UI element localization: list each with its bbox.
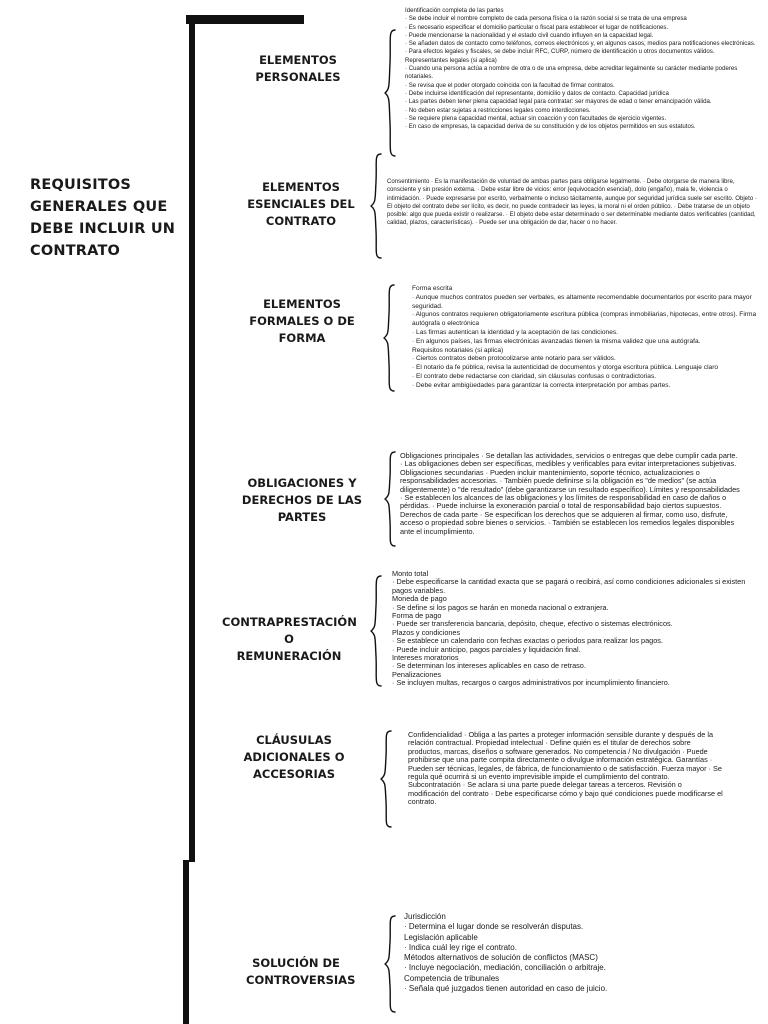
- lower-vertical-bar: [183, 860, 189, 1024]
- section-title-contraprestacion: CONTRAPRESTACIÓN O REMUNERACIÓN: [222, 615, 357, 663]
- section-title-elementos-personales: ELEMENTOS PERSONALES: [255, 53, 341, 84]
- details-solucion-controversias: Jurisdicción · Determina el lugar donde se resolverán disputas. Legislación aplicable · Indica cuál ley rige el contrato. Métodos alternativos de solución de conflictos (MASC) · Incluye negociación, mediación, conciliación o arbitraje. Competencia de tribunales · Señala qué juzgados tienen autoridad en caso de juicio.: [404, 912, 608, 994]
- brace-elementos-esenciales: [370, 152, 384, 260]
- details-elementos-personales: Identificación completa de las partes · Se debe incluir el nombre completo de cada persona física o la razón social si se trata de una empresa · Es necesario especificar el domicilio particular o fiscal para establecer el lugar de notificaciones. · Puede mencionarse la nacionalidad y el estado civil cuando influyen en la capacidad legal. · Se añaden datos de contacto como teléfonos, correos electrónicos y, en algunos casos, medios para notificaciones electrónicas. · Para efectos legales y fiscales, se debe incluir RFC, CURP, número de identificación u otros documentos válidos. Representantes legales (si aplica) · Cuando una persona actúa a nombre de otra o de una empresa, debe acreditar legalmente su carácter mediante poderes notariales. · Se revisa que el poder otorgado coincida con la facultad de firmar contratos. · Debe incluirse identificación del representante, domicilio y datos de contacto. Capacidad jurídica · Las partes deben tener plena capacidad legal para contratar: ser mayores de edad o tener emancipación válida. · No deben estar sujetas a restricciones legales como interdicciones. · Se requiere plena capacidad mental, actuar sin coacción y con facultades de ejercicio vigentes. · En caso de empresas, la capacidad deriva de su constitución y de los objetos permitidos en sus estatutos.: [405, 7, 756, 131]
- section-title-obligaciones-derechos: OBLIGACIONES Y DERECHOS DE LAS PARTES: [241, 476, 363, 524]
- details-obligaciones-derechos: Obligaciones principales · Se detallan las actividades, servicios o entregas que debe cumplir cada parte. · Las obligaciones deben ser específicas, medibles y verificables para evitar interpretaciones subjetivas. Obligaciones secundarias · Pueden incluir mantenimiento, soporte técnico, actualizaciones o responsabilidades accesorias. · También puede definirse si la obligación es "de medios" (se actúa diligentemente) o "de resultado" (debe garantizarse un resultado específico). Límites y responsabilidades · Se establecen los alcances de las obligaciones y los límites de responsabilidad en caso de daños o pérdidas. · Puede incluirse la exoneración parcial o total de responsabilidad bajo ciertos supuestos. Derechos de cada parte · Se especifican los derechos que se adquieren al firmar, como uso, disfrute, acceso o propiedad sobre bienes o servicios. · También se establecen los remedios legales disponibles ante el incumplimiento.: [400, 451, 740, 536]
- brace-obligaciones-derechos: [384, 450, 398, 548]
- top-horizontal-bar: [186, 15, 304, 24]
- details-clausulas-adicionales: Confidencialidad · Obliga a las partes a proteger información sensible durante y después de la relación contractual. Propiedad intelectual · Define quién es el titular de derechos sobre productos, marcas, diseños o software generados. No competencia / No divulgación · Puede prohibirse que una parte compita directamente o divulgue información estratégica. Garantías · Pueden ser técnicas, legales, de fábrica, de funcionamiento o de satisfacción. Fuerza mayor · Se regula qué ocurrirá si un evento imprevisible impide el cumplimiento del contrato. Subcontratación · Se aclara si una parte puede delegar tareas a terceros. Revisión o modificación del contrato · Debe especificarse cómo y bajo qué condiciones puede modificarse el contrato.: [408, 730, 723, 807]
- details-elementos-esenciales: Consentimiento · Es la manifestación de voluntad de ambas partes para obligarse legalmente. · Debe otorgarse de manera libre, consciente y sin presión externa. · Debe estar libre de vicios: error (equivocación esencial), dolo (engaño), mala fe, violencia o intimidación. · Puede expresarse por escrito, verbalmente o incluso tácitamente, aunque por seguridad jurídica suele ser escrito. Objeto · El objeto del contrato debe ser lícito, es decir, no puede contradecir las leyes, la moral ni el orden público. · Debe tratarse de un objeto posible: algo que pueda existir o realizarse. · El objeto debe estar determinado o ser determinable mediante datos verificables (cantidad, calidad, plazos, características). · Puede ser una obligación de dar, hacer o no hacer.: [387, 178, 757, 227]
- main-title: REQUISITOS GENERALES QUE DEBE INCLUIR UN CONTRATO: [30, 177, 176, 259]
- brace-clausulas-adicionales: [380, 729, 394, 829]
- brace-elementos-formales: [383, 283, 397, 393]
- brace-solucion-controversias: [384, 914, 398, 1014]
- upper-vertical-bar: [189, 18, 195, 862]
- section-title-elementos-esenciales: ELEMENTOS ESENCIALES DEL CONTRATO: [247, 180, 355, 228]
- details-elementos-formales: Forma escrita · Aunque muchos contratos pueden ser verbales, es altamente recomendable documentarlos por escrito para mayor seguridad. · Algunos contratos requieren obligatoriamente escritura pública (compras inmobiliarias, hipotecas, entre otros). Firma autógrafa o electrónica · Las firmas autentican la identidad y la aceptación de las condiciones. · En algunos países, las firmas electrónicas avanzadas tienen la misma validez que una autógrafa. Requisitos notariales (si aplica) · Ciertos contratos deben protocolizarse ante notario para ser válidos. · El notario da fe pública, revisa la autenticidad de documentos y otorga escritura pública. Lenguaje claro · El contrato debe redactarse con claridad, sin cláusulas confusas o contradictorias. · Debe evitar ambigüedades para garantizar la correcta interpretación por ambas partes.: [412, 285, 757, 389]
- section-title-elementos-formales: ELEMENTOS FORMALES O DE FORMA: [249, 297, 355, 345]
- section-title-clausulas-adicionales: CLÁUSULAS ADICIONALES O ACCESORIAS: [243, 733, 345, 781]
- details-contraprestacion: Monto total · Debe especificarse la cantidad exacta que se pagará o recibirá, así como condiciones adicionales si existen pagos variables. Moneda de pago · Se define si los pagos se harán en moneda nacional o extranjera. Forma de pago · Puede ser transferencia bancaria, depósito, cheque, efectivo o sistemas electrónicos. Plazos y condiciones · Se establece un calendario con fechas exactas o periodos para realizar los pagos. · Puede incluir anticipo, pagos parciales y liquidación final. Intereses moratorios · Se determinan los intereses aplicables en caso de retraso. Penalizaciones · Se incluyen multas, recargos o cargos administrativos por incumplimiento financiero.: [392, 569, 746, 688]
- brace-contraprestacion: [370, 574, 384, 688]
- section-title-solucion-controversias: SOLUCIÓN DE CONTROVERSIAS: [246, 956, 356, 987]
- brace-elementos-personales: [384, 28, 398, 158]
